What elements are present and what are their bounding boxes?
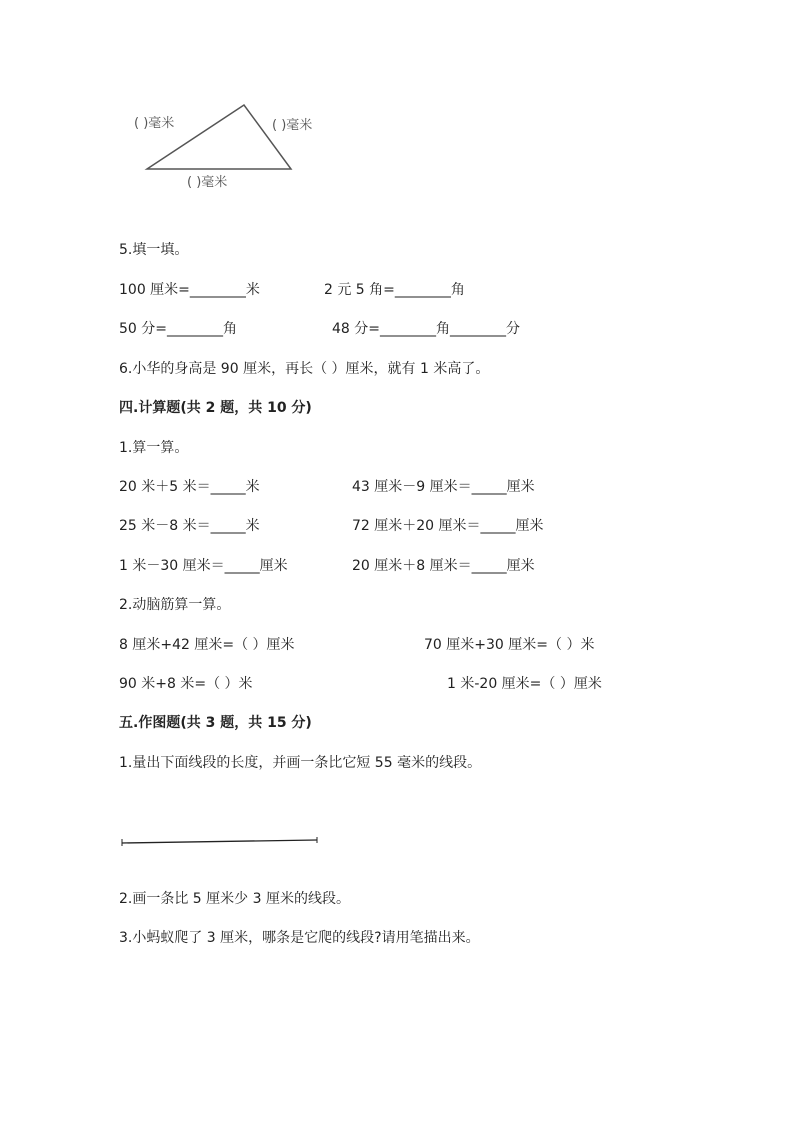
- measure-segment: [122, 840, 317, 843]
- section4-q1-title: 1.算一算。: [119, 440, 189, 456]
- brain-item-2: 70 厘米+30 厘米=（ ）米: [424, 637, 595, 653]
- triangle-label-bottom: ( )毫米: [187, 175, 228, 190]
- q5-title: 5.填一填。: [119, 242, 189, 258]
- section4-title: 四.计算题(共 2 题，共 10 分): [119, 400, 312, 416]
- brain-item-1: 8 厘米+42 厘米=（ ）厘米: [119, 637, 295, 653]
- triangle-label-left: ( )毫米: [134, 116, 175, 131]
- section5-q1: 1.量出下面线段的长度，并画一条比它短 55 毫米的线段。: [119, 755, 482, 771]
- section4-q2-title: 2.动脑筋算一算。: [119, 597, 231, 613]
- section5-q3: 3.小蚂蚁爬了 3 厘米，哪条是它爬的线段?请用笔描出来。: [119, 930, 480, 946]
- q5-item-3: 50 分=________角: [119, 321, 237, 337]
- calc-item-3: 25 米－8 米＝_____米: [119, 518, 260, 534]
- triangle-shape: [147, 105, 291, 169]
- brain-item-4: 1 米-20 厘米=（ ）厘米: [447, 676, 602, 692]
- q5-item-2: 2 元 5 角=________角: [324, 282, 465, 298]
- section5-q2: 2.画一条比 5 厘米少 3 厘米的线段。: [119, 891, 350, 907]
- triangle-label-right: ( )毫米: [272, 118, 313, 133]
- q5-item-1: 100 厘米=________米: [119, 282, 260, 298]
- section5-title: 五.作图题(共 3 题，共 15 分): [119, 715, 312, 731]
- calc-item-4: 72 厘米＋20 厘米＝_____厘米: [352, 518, 544, 534]
- calc-item-2: 43 厘米－9 厘米＝_____厘米: [352, 479, 535, 495]
- q6-text: 6.小华的身高是 90 厘米，再长（ ）厘米，就有 1 米高了。: [119, 361, 490, 377]
- calc-item-5: 1 米－30 厘米＝_____厘米: [119, 558, 288, 574]
- q5-item-4: 48 分=________角________分: [332, 321, 520, 337]
- calc-item-6: 20 厘米＋8 厘米＝_____厘米: [352, 558, 535, 574]
- calc-item-1: 20 米＋5 米＝_____米: [119, 479, 260, 495]
- brain-item-3: 90 米+8 米=（ ）米: [119, 676, 253, 692]
